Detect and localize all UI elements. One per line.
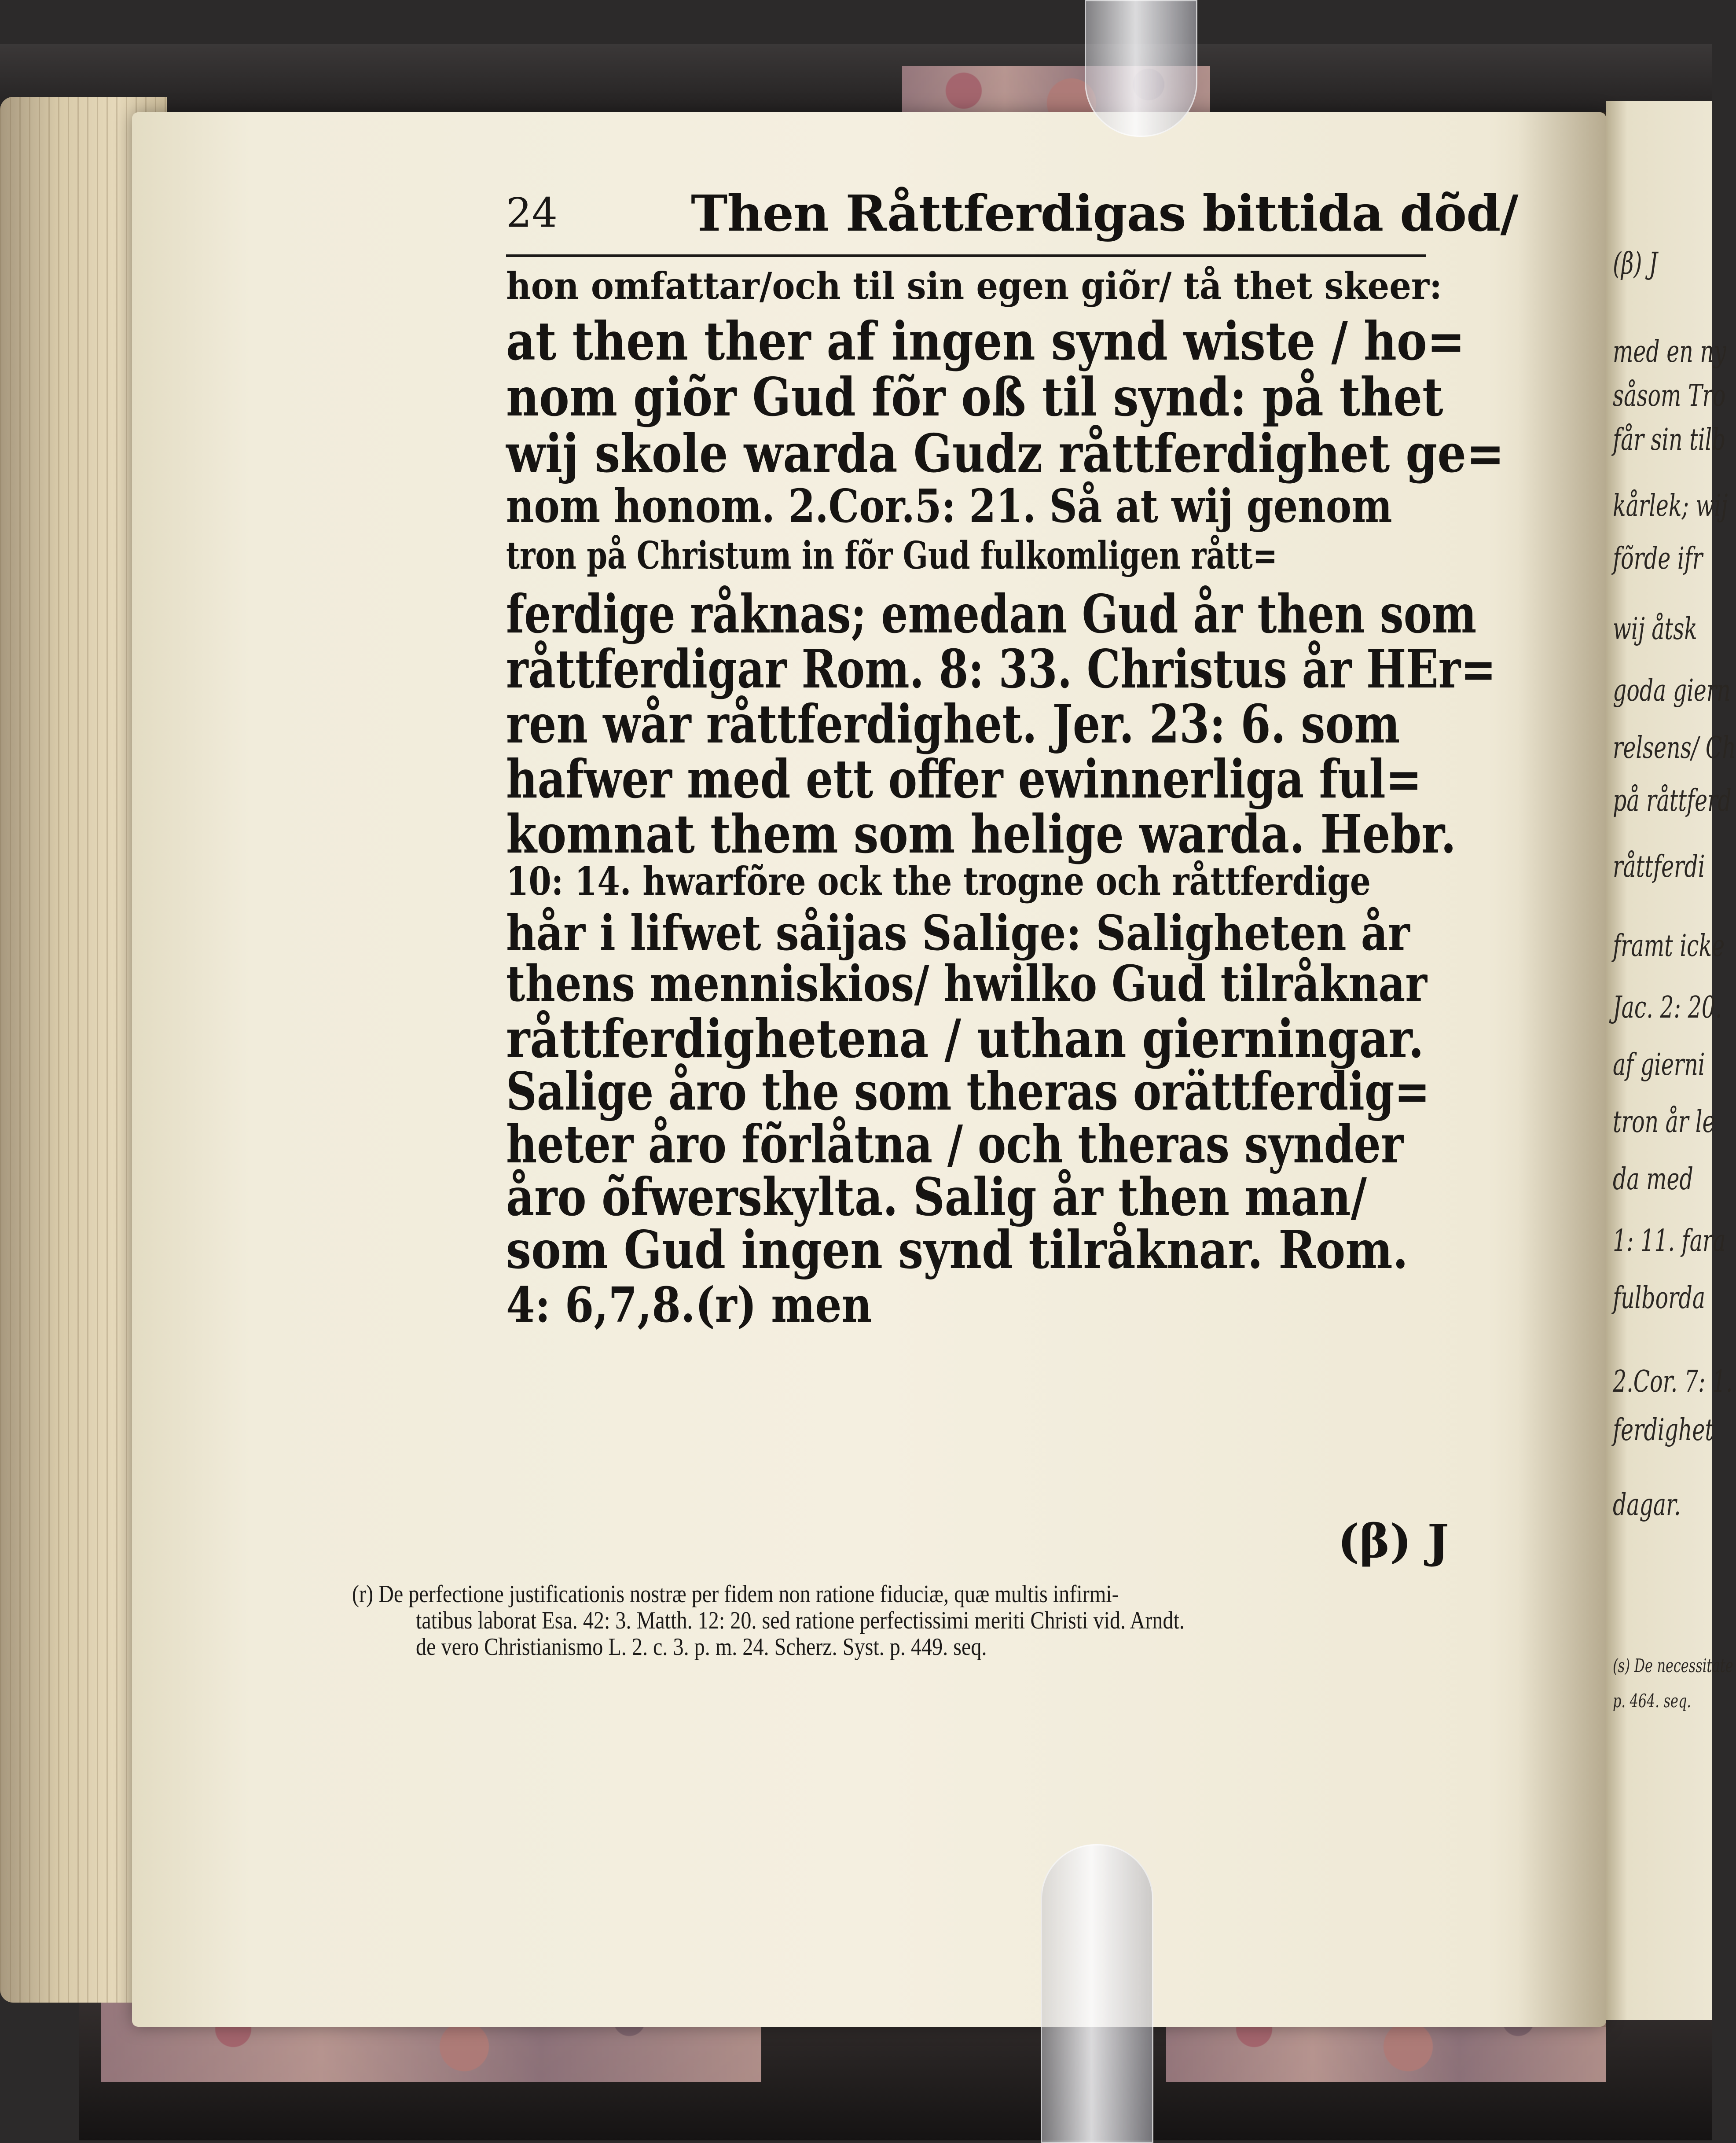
body-line: ferdige råknas; emedan Gud år then som [506,583,1477,645]
facing-page-line: p. 464. seq. [1613,1690,1691,1712]
page-number: 24 [506,189,558,236]
body-line: nom giõr Gud fõr oß til synd: på thet [506,366,1443,428]
facing-page-line: med en ny [1613,334,1726,369]
body-line: ren wår råttferdighet. Jer. 23: 6. som [506,693,1400,755]
facing-page-line: da med [1613,1162,1693,1197]
facing-page-line: fõrde ifr [1613,541,1703,576]
facing-page-line: Jac. 2: 20. [1613,990,1722,1025]
footnote-line: (r) De perfectione justificationis nostræ per fidem non ratione fiduciæ, quæ multis infirmi- [352,1581,1119,1608]
body-line: heter åro fõrlåtna / och theras synder [506,1114,1403,1175]
body-line: komnat them som helige warda. Hebr. [506,803,1457,865]
body-line: hafwer med ett offer ewinnerliga ful= [506,748,1422,810]
running-title: Then Råttferdigas bittida dõd/ [691,185,1518,243]
body-line: råttferdigar Rom. 8: 33. Christus år HEr= [506,638,1496,700]
facing-page-line: dagar. [1613,1488,1681,1522]
catchword: (β) J [1338,1514,1449,1568]
glass-clip-top [1085,0,1197,137]
body-line: at then ther af ingen synd wiste / ho= [506,310,1465,372]
facing-page-line: ferdighet [1613,1413,1714,1448]
facing-page-line: såsom Tro [1613,379,1726,413]
glass-clip-bottom [1041,1844,1153,2143]
body-line: råttferdighetena / uthan gierningar. [506,1008,1424,1070]
facing-page-line: får sin tilb [1613,423,1726,457]
facing-page-line: wij åtsk [1613,612,1697,647]
body-line: åro õfwerskylta. Salig år then man/ [506,1166,1367,1228]
bleed-through-text [968,1474,979,1515]
body-line: wij skole warda Gudz råttferdighet ge= [506,423,1505,485]
facing-page-line: framt icke [1613,929,1725,963]
body-line: som Gud ingen synd tilråknar. Rom. [506,1219,1408,1280]
facing-page-line: 1: 11. fara [1613,1224,1726,1258]
facing-page-line: (s) De necessitate [1613,1655,1733,1676]
facing-page-line: af gierni [1613,1048,1705,1082]
facing-page-line: goda giern [1613,673,1731,708]
page-gutter-shadow [1518,112,1606,2027]
facing-page-line: på råttferd [1613,783,1732,818]
body-line: Salige åro the som theras orättferdig= [506,1061,1430,1122]
body-line: hår i lifwet såijas Salige: Saligheten år [506,904,1410,961]
footnote-line: tatibus laborat Esa. 42: 3. Matth. 12: 20. sed ratione perfectissimi meriti Christi vid. Arndt. [416,1607,1185,1634]
running-head [506,180,1518,251]
body-line: 10: 14. hwarfõre ock the trogne och råttferdige [506,858,1371,904]
footnote-line: de vero Christianismo L. 2. c. 3. p. m. 24. Scherz. Syst. p. 449. seq. [416,1633,987,1661]
body-line: hon omfattar/och til sin egen giõr/ tå thet skeer: [506,264,1442,308]
facing-page-line: 2.Cor. 7: 1. [1613,1364,1733,1399]
facing-page-line: (β) J [1613,246,1658,281]
facing-page-line: råttferdi [1613,849,1705,884]
body-line: tron på Christum in fõr Gud fulkomligen rått= [506,533,1277,578]
facing-page-line: relsens/ Ch [1613,731,1736,765]
facing-page-line: fulborda [1613,1281,1706,1316]
body-line: nom honom. 2.Cor.5: 21. Så at wij genom [506,479,1392,533]
body-line: thens menniskios/ hwilko Gud tilråknar [506,955,1427,1013]
facing-page-line: kårlek; wij [1613,489,1728,523]
body-line: 4: 6,7,8.(r) men [506,1276,872,1333]
facing-page-line: tron år le [1613,1105,1715,1140]
header-rule [506,254,1426,257]
